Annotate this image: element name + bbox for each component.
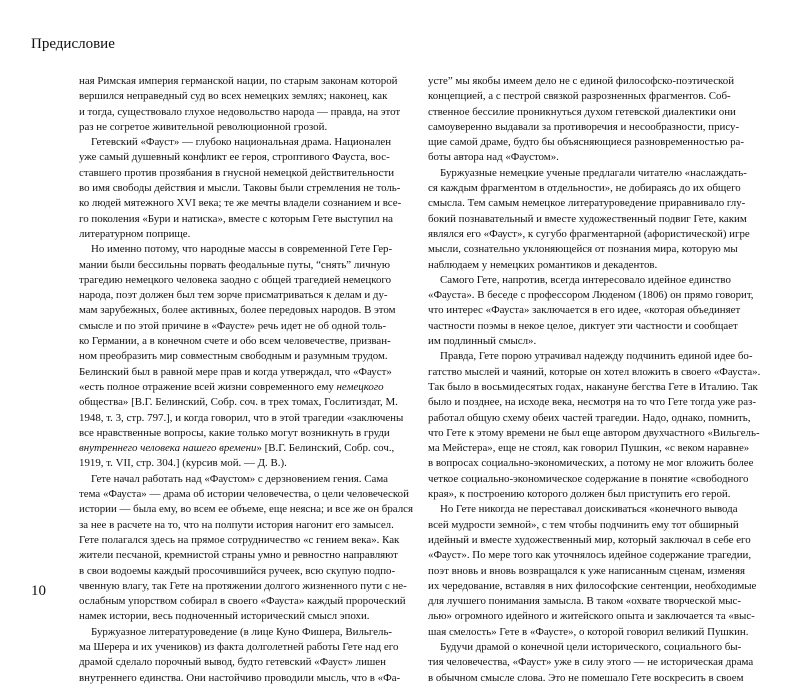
text-run: истории — была ему, во всем ее объеме, еще неясна; и все же он брался: [79, 503, 413, 516]
text-line: [79, 150, 390, 165]
text-line: [428, 258, 725, 273]
text-run: Так было в восьмидесятых годах, накануне бегства Гете в Италию. Так: [428, 380, 758, 393]
text-run: концепцией, а с пестрой связкой разрозненных фрагментов. Соб-: [428, 90, 731, 103]
text-run: мам зарубежных, более активных, более передовых народов. В этом: [79, 304, 396, 317]
text-run: «Фауст». По мере того как уточнялось идейное содержание трагедии,: [428, 549, 752, 562]
left-text-column: [79, 74, 413, 686]
text-run: тия человечества, «Фауст» уже в силу этого — не историческая драма: [428, 656, 754, 669]
text-run: ослабным упорством собирал в своего «Фауста» каждый пророческий: [79, 595, 406, 608]
text-line: [79, 380, 384, 395]
text-line: [79, 640, 399, 655]
text-run: смысле и по этой причине в «Фаусте» речь идет не об одной толь-: [79, 319, 387, 332]
text-run: бокий познавательный и вместе художественный подвиг Гете, каким: [428, 212, 747, 225]
text-run: народа, поэт должен был тем зорче присматриваться к делам и ду-: [79, 289, 388, 302]
text-line: [428, 594, 742, 609]
text-run: во имя свободы действия и мысли. Таковы были стремления не толь-: [79, 182, 401, 195]
text-line: [428, 472, 749, 487]
text-line: [79, 671, 401, 686]
text-run: Гете начал работать над «Фаустом» с дерзновением гения. Сама: [91, 472, 388, 485]
text-line: [79, 196, 402, 211]
text-line: [79, 655, 386, 670]
text-line: [79, 411, 404, 426]
text-line: [79, 487, 409, 502]
text-run: внутреннего единства. Они настойчиво проводили мысль, что в «Фа-: [79, 671, 401, 684]
text-line: [428, 120, 740, 135]
text-line: [428, 181, 741, 196]
text-line: [79, 74, 398, 89]
text-line: [79, 472, 388, 487]
text-run: вершился неправедный суд во всех немецких землях; наконец, как: [79, 90, 388, 103]
italic-run: немецкого: [336, 380, 384, 393]
text-run: ко Германии, а в конечном счете и обо всем человечестве, призван-: [79, 335, 391, 348]
text-line: [428, 212, 747, 227]
text-line: [79, 579, 407, 594]
text-run: все нравственные вопросы, какие только могут возникнуть в груди: [79, 426, 390, 439]
text-line: [428, 166, 747, 181]
text-line: [428, 609, 755, 624]
running-head: Предисловие: [31, 36, 115, 52]
text-line: [428, 89, 731, 104]
text-line: [428, 533, 751, 548]
text-run: поэт вновь и вновь возвращался к уже написанным сценам, изменяя: [428, 564, 746, 577]
text-line: [428, 502, 738, 517]
text-line: [79, 288, 388, 303]
text-line: [428, 518, 739, 533]
text-run: самоуверенно выдавали за противоречия и несообразности, прису-: [428, 120, 740, 133]
text-run: ко людей мятежного XVI века; те же мечты владели сознанием и все-: [79, 197, 402, 210]
text-line: [428, 349, 753, 364]
text-line: [79, 135, 392, 150]
text-line: [428, 655, 754, 670]
text-run: Но именно потому, что народные массы в современной Гете Гер-: [91, 243, 393, 256]
text-run: Буржуазные немецкие ученые предлагали читателю «наслаждать-: [440, 166, 747, 179]
text-line: [79, 625, 393, 640]
text-line: [428, 564, 746, 579]
text-run: Буржуазное литературоведение (в лице Куно Фишера, Вильгель-: [91, 625, 393, 638]
text-line: [79, 166, 395, 181]
text-line: [428, 640, 742, 655]
text-line: [79, 181, 401, 196]
text-run: 1948, т. 3, стр. 797.], и когда говорил, что в этой трагедии «заключены: [79, 411, 404, 424]
text-run: Но Гете никогда не переставал доискиваться «конечного вывода: [440, 503, 738, 516]
text-run: Самого Гете, напротив, всегда интересовало идейное единство: [440, 273, 731, 286]
text-line: [428, 334, 725, 349]
text-line: [428, 135, 744, 150]
text-run: ма Мейстера», еще не стоял, как говорил Пушкин, «с веком наравне»: [428, 442, 750, 455]
text-line: [428, 303, 741, 318]
text-line: [79, 441, 395, 456]
text-run: края», к построению которого должен был приступить его герой.: [428, 488, 731, 501]
text-run: ном преобразить мир совместным свободным и разумным трудом.: [79, 350, 388, 363]
text-line: [79, 212, 393, 227]
text-run: что Гете к этому времени не был еще автором двухчастного «Вильгель-: [428, 426, 760, 439]
italic-run: внутреннего человека нашего времени: [79, 442, 257, 455]
text-run: мании были бессильны порвать феодальные путы, “снять” личную: [79, 258, 391, 271]
text-line: [428, 242, 738, 257]
text-run: мысли, сознательно уклоняющейся от познания мира, которую мы: [428, 243, 738, 256]
text-line: [428, 105, 736, 120]
text-run: гатство мыслей и чаяний, которые он хотел вложить в своего «Фауста».: [428, 365, 761, 378]
text-run: ственное бессилие проникнуться духом гетевской диалектики они: [428, 105, 736, 118]
text-run: боты автора над «Фаустом».: [428, 151, 559, 164]
text-line: [79, 303, 396, 318]
text-line: [428, 273, 731, 288]
text-line: [428, 74, 735, 89]
text-run: за нее в расчете на то, что на полпути история нагонит его замысел.: [79, 518, 394, 531]
text-line: [428, 411, 751, 426]
text-run: литературном поприще.: [79, 227, 191, 240]
text-line: [428, 487, 731, 502]
text-run: в вопросах социально-экономических, а потому не мог вложить более: [428, 457, 754, 470]
text-line: [428, 441, 750, 456]
text-line: [79, 258, 391, 273]
text-run: жители песчаной, кремнистой страны умно и ревностно направляют: [79, 549, 398, 562]
text-run: частности поэмы в некое целое, диктует эти частности и сообщает: [428, 319, 738, 332]
text-line: [428, 395, 756, 410]
text-line: [79, 120, 376, 135]
text-run: Будучи драмой о конечной цели исторического, социального бы-: [440, 640, 742, 653]
text-run: четкое социально-экономическое содержание в понятие «свободного: [428, 472, 749, 485]
text-run: ная Римская империя германской нации, по старым законам которой: [79, 75, 398, 87]
text-line: [428, 150, 725, 165]
text-line: [79, 242, 393, 257]
right-text-column: [428, 74, 761, 686]
text-line: [428, 380, 758, 395]
text-line: [428, 227, 750, 242]
text-line: [79, 456, 376, 471]
text-run: им подлинный смысл».: [428, 335, 537, 348]
text-run: трагедию немецкого человека заодно с общей трагедией немецкого: [79, 273, 392, 286]
text-run: драмой сделало порочный вывод, будто гетевский «Фауст» лишен: [79, 656, 386, 669]
text-run: лью» огромного идейного и житейского опыта и заключается та «выс-: [428, 610, 755, 623]
text-run: тема «Фауста» — драма об истории человечества, о цели человеческой: [79, 488, 409, 501]
text-run: усте” мы якобы имеем дело не с единой философско-поэтической: [428, 75, 735, 87]
text-line: [79, 426, 390, 441]
text-run: их чередование, вставляя в них философские сентенции, необходимые: [428, 579, 757, 592]
text-run: смысла. Тем самым немецкое литературоведение приравнивало глу-: [428, 197, 746, 210]
text-run: всей мудрости земной», с тем чтобы подчинить ему тот обширный: [428, 518, 739, 531]
text-line: [79, 395, 398, 410]
text-run: шая смелость» Гете в «Фаусте», о которой говорил великий Пушкин.: [428, 625, 749, 638]
text-line: [79, 349, 388, 364]
text-line: [428, 625, 749, 640]
text-run: Гете полагался здесь на прямое сотрудничество «с гением века». Как: [79, 533, 400, 546]
text-line: [79, 227, 376, 242]
text-line: [428, 288, 754, 303]
text-line: [428, 548, 752, 563]
text-line: [428, 579, 757, 594]
text-line: [428, 319, 738, 334]
text-line: [79, 105, 401, 120]
text-run: в свои водоемы каждый просочившийся ручеек, всю скупую подпо-: [79, 564, 396, 577]
text-run: раз не согретое живительной революционной грозой.: [79, 120, 328, 133]
text-run: го поколения «Бури и натиска», вместе с которым Гете выступил на: [79, 212, 393, 225]
text-line: [79, 518, 394, 533]
text-run: общества» [В.Г. Белинский, Собр. соч. в трех томах, Гослитиздат, М.: [79, 396, 398, 409]
text-run: для лучшего понимания замысла. В таком «охвате творческой мыс-: [428, 595, 742, 608]
text-line: [79, 502, 413, 517]
text-run: работал общую схему обеих частей трагедии. Надо, однако, помнить,: [428, 411, 751, 424]
text-run: являлся его «Фауст», к сугубо фрагментарной (афористической) игре: [428, 227, 750, 240]
text-line: [79, 334, 391, 349]
text-run: «Фауста». В беседе с профессором Люденом (1806) он прямо говорит,: [428, 289, 754, 302]
page-number: 10: [31, 583, 46, 599]
text-run: ма Шерера и их учеников) из факта долголетней работы Гете над его: [79, 640, 399, 653]
text-run: чвенную влагу, так Гете на протяжении долгого жизненного пути с не-: [79, 579, 407, 592]
text-line: [79, 564, 396, 579]
text-run: Гетевский «Фауст» — глубоко национальная драма. Национален: [91, 136, 392, 149]
text-line: [428, 426, 760, 441]
text-run: » [В.Г. Белинский, Собр. соч.,: [256, 442, 395, 455]
text-line: [79, 533, 400, 548]
text-line: [428, 365, 761, 380]
text-line: [79, 609, 376, 624]
text-line: [428, 456, 754, 471]
text-run: Белинский был в равной мере прав и когда утверждал, что «Фауст»: [79, 365, 392, 378]
text-line: [79, 273, 392, 288]
text-run: «есть полное отражение всей жизни современного ему: [79, 380, 334, 393]
text-line: [428, 196, 746, 211]
text-run: ся каждым фрагментом в отдельности», не добираясь до их общего: [428, 182, 741, 195]
text-line: [428, 671, 744, 686]
text-run: 1919, т. VII, стр. 304.] (курсив мой. — Д. В.).: [79, 457, 287, 470]
text-line: [79, 89, 388, 104]
text-line: [79, 319, 387, 334]
text-line: [79, 548, 398, 563]
text-run: и тогда, существовало глухое недовольство народа — правда, на этот: [79, 105, 401, 118]
text-run: что интерес «Фауста» заключается в его идее, «которая объединяет: [428, 304, 741, 317]
text-run: намек истории, весь подноченный исторический смысл эпохи.: [79, 610, 370, 623]
text-run: было и позднее, на исходе века, несмотря на то что Гете тогда уже раз-: [428, 396, 756, 409]
text-run: Правда, Гете порою утрачивал надежду подчинить единой идее бо-: [440, 350, 753, 363]
text-line: [79, 365, 392, 380]
text-run: наблюдаем у немецких романтиков и декадентов.: [428, 258, 658, 271]
text-run: ставшего против прозябания в гнусной немецкой действительности: [79, 166, 395, 179]
text-run: уже самый душевный конфликт ее героя, строптивого Фауста, вос-: [79, 151, 390, 164]
text-line: [79, 594, 406, 609]
text-run: в обычном смысле слова. Это не помешало Гете воскресить в своем: [428, 671, 744, 684]
text-run: щие самой драме, будто бы объясняющиеся разновременностью ра-: [428, 136, 744, 149]
text-run: идейный и вместе художественный мир, который заключал в себе его: [428, 533, 751, 546]
